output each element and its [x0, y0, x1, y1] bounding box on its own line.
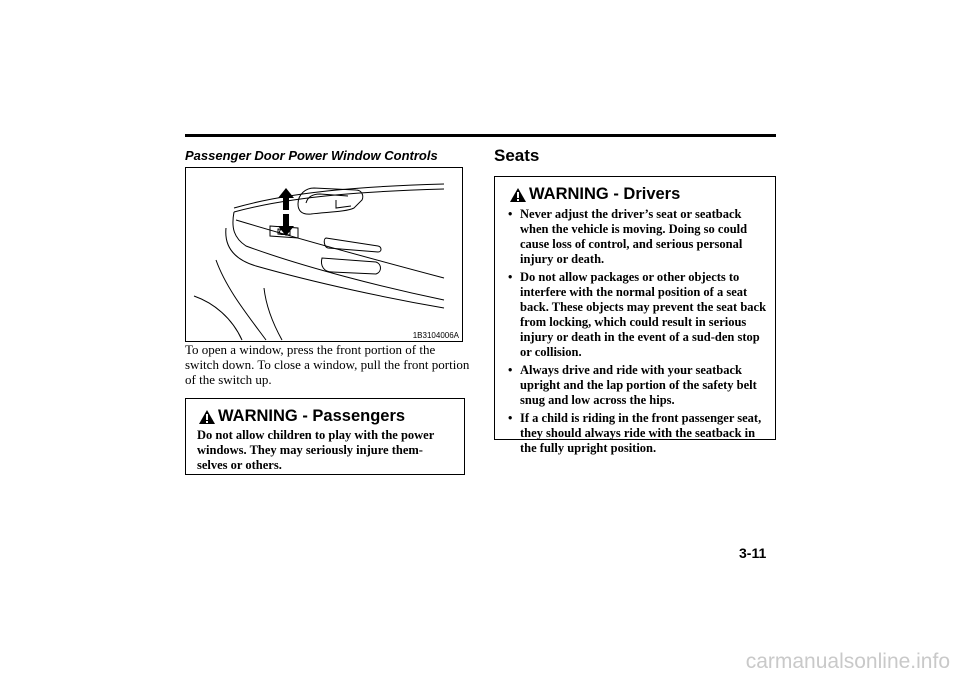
- door-panel-drawing: [186, 168, 462, 341]
- list-item-text: Never adjust the driver’s seat or seatback when the vehicle is moving. Doing so could cause loss of control, and serious personal injury or death.: [520, 207, 748, 266]
- section-title: Seats: [494, 146, 540, 165]
- figure-code: 1B3104006A: [412, 331, 459, 340]
- header-rule: [185, 134, 776, 137]
- passengers-warning-heading: [198, 407, 464, 426]
- passengers-warning-box: [185, 398, 465, 475]
- list-item: [495, 207, 768, 267]
- drivers-warning-box: [494, 176, 776, 455]
- list-item: [495, 411, 768, 456]
- list-item: [495, 270, 768, 360]
- bullet-icon: •: [508, 411, 513, 425]
- drivers-warning-list: [495, 207, 775, 456]
- passengers-warning-title: WARNING - Passengers: [218, 407, 406, 425]
- drivers-warning-title: WARNING - Drivers: [529, 185, 681, 203]
- warning-triangle-icon: [509, 187, 527, 203]
- watermark: carmanualsonline.info: [745, 650, 950, 673]
- subheading: Passenger Door Power Window Controls: [185, 148, 438, 163]
- list-item: [495, 363, 768, 408]
- passengers-warning-text: Do not allow children to play with the power windows. They may seriously injure them-selves or others.: [197, 428, 435, 472]
- warning-triangle-icon: [198, 409, 216, 425]
- window-instructions: To open a window, press the front portion of the switch down. To close a window, pull the front portion of the switch up.: [185, 342, 470, 387]
- list-item-text: If a child is riding in the front passenger seat, they should always ride with the seatback in the fully upright position.: [520, 411, 762, 455]
- bullet-icon: •: [508, 363, 513, 377]
- bullet-icon: •: [508, 270, 513, 284]
- page-number: 3-11: [739, 545, 767, 561]
- list-item-text: Always drive and ride with your seatback upright and the lap portion of the safety belt snug and low across the hips.: [520, 363, 757, 407]
- drivers-warning-heading: [509, 185, 775, 204]
- bullet-icon: •: [508, 207, 513, 221]
- door-switch-illustration: [185, 167, 463, 342]
- list-item-text: Do not allow packages or other objects to interfere with the normal position of a seat back. These objects may prevent the seat back from locking, which could result in serious injury or death in the event of a sud-den stop or collision.: [520, 270, 767, 359]
